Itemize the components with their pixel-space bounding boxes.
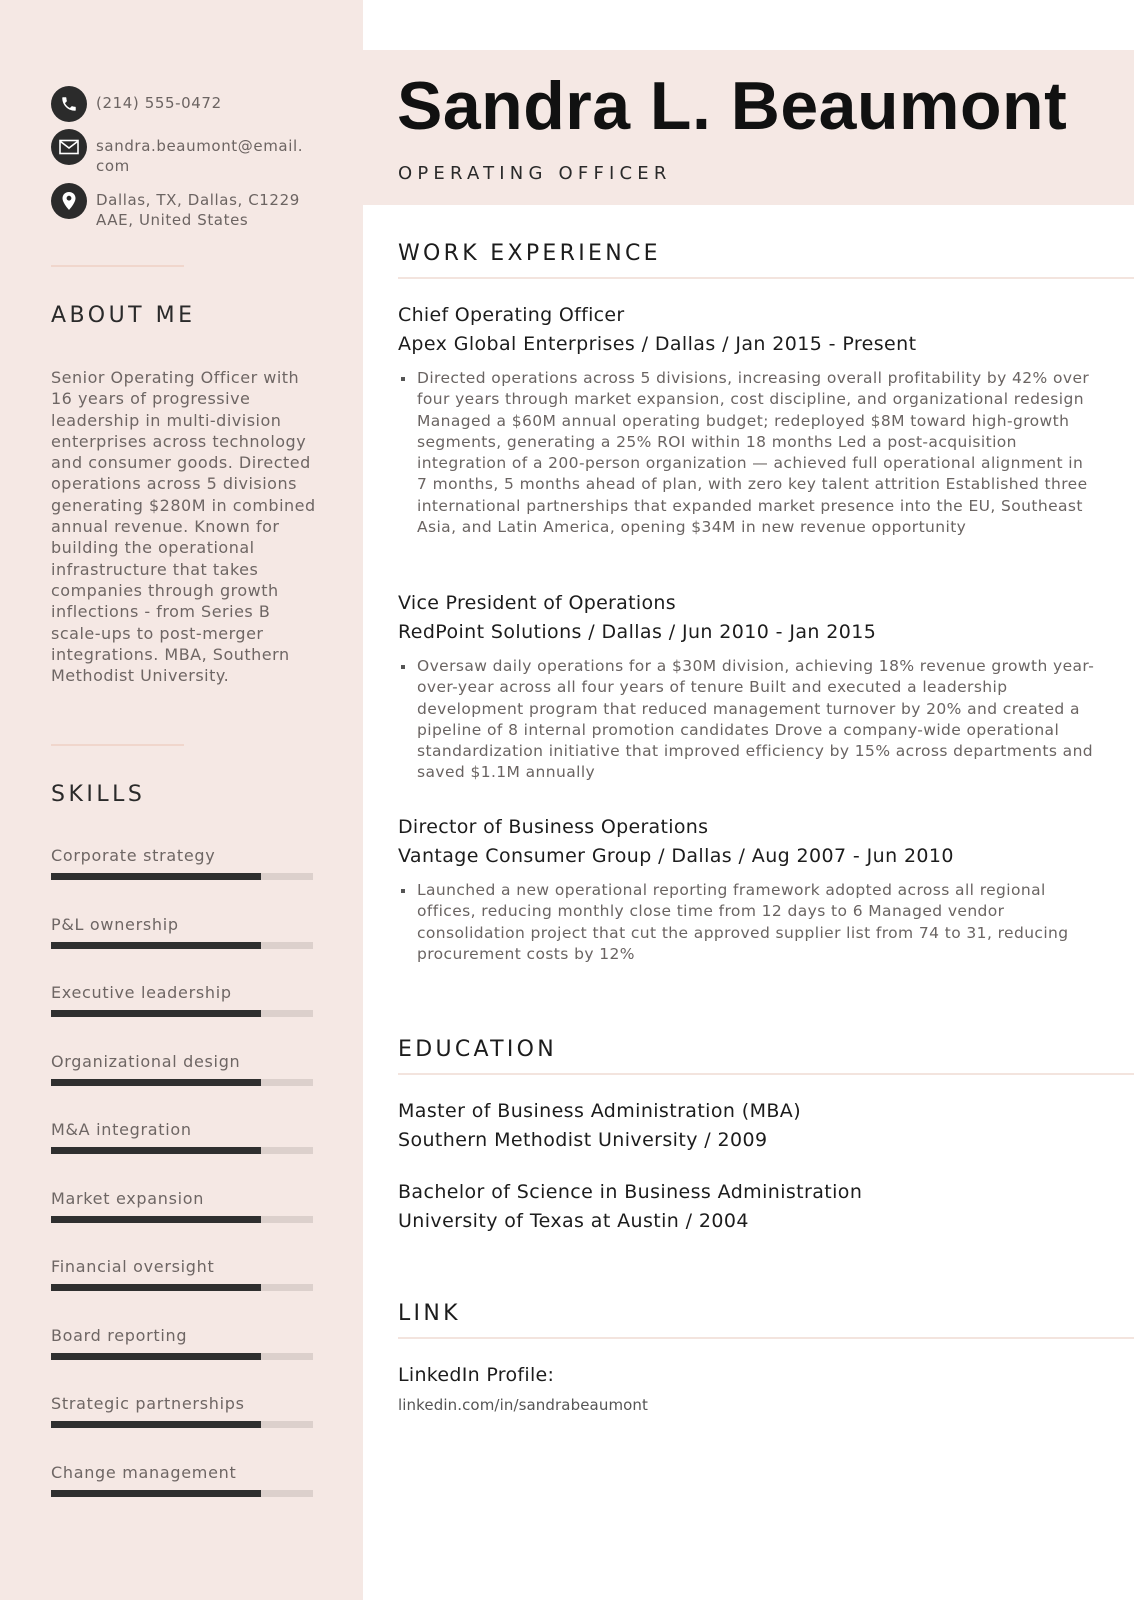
job-bullets — [398, 368, 1098, 538]
degree-name: Bachelor of Science in Business Administration — [398, 1181, 863, 1203]
skill-bar — [51, 1010, 313, 1017]
skill-bar — [51, 1147, 313, 1154]
envelope-icon — [51, 129, 87, 165]
skill-bar-fill — [51, 1079, 261, 1086]
job-meta: RedPoint Solutions / Dallas / Jun 2010 - Jan 2015 — [398, 621, 877, 643]
skill-item — [51, 1052, 313, 1072]
about-text: Senior Operating Officer with 16 years of progressive leadership in multi-division enterprises across technology and consumer goods. Directed operations across 5 divisions generating $280M in combined annual revenue. Known for building the operational infrastructure that takes companies through growth inflections - from Series B scale-ups to post-merger integrations. MBA, Southern Methodist University. — [51, 368, 316, 686]
contact-email — [51, 129, 306, 176]
skill-item — [51, 1326, 313, 1346]
skill-bar-fill — [51, 1421, 261, 1428]
skill-item — [51, 1189, 313, 1209]
section-divider — [398, 1073, 1134, 1075]
skill-bar — [51, 873, 313, 880]
education-entry — [398, 1178, 1098, 1236]
job-bullet: Launched a new operational reporting framework adopted across all regional offices, reducing monthly close time from 12 days to 6 Managed vendor consolidation project that cut the approved supplier list from 74 to 31, reducing procurement costs by 12% — [398, 880, 1098, 965]
section-divider — [398, 1337, 1134, 1339]
job-meta: Vantage Consumer Group / Dallas / Aug 2007 - Jun 2010 — [398, 845, 954, 867]
job-entry — [398, 813, 1098, 965]
skill-item — [51, 1120, 313, 1140]
phone-text: (214) 555-0472 — [96, 94, 222, 112]
skills-heading: SKILLS — [51, 782, 146, 807]
skill-bar — [51, 1216, 313, 1223]
linkedin-link[interactable]: linkedin.com/in/sandrabeaumont — [398, 1396, 649, 1414]
section-divider — [398, 277, 1134, 279]
skill-bar-fill — [51, 1490, 261, 1497]
candidate-name: Sandra L. Beaumont — [397, 68, 1068, 144]
skill-item — [51, 846, 313, 866]
skill-item — [51, 915, 313, 935]
job-entry — [398, 301, 1098, 538]
linkedin-label: LinkedIn Profile: — [398, 1364, 555, 1386]
work-experience-heading: WORK EXPERIENCE — [398, 241, 661, 266]
location-pin-icon — [51, 183, 87, 219]
location-text: Dallas, TX, Dallas, C1229AAE, United States — [96, 191, 300, 229]
skill-item — [51, 1257, 313, 1277]
skill-bar-fill — [51, 1147, 261, 1154]
skill-bar-fill — [51, 873, 261, 880]
skill-item — [51, 1463, 313, 1483]
job-bullets — [398, 880, 1098, 965]
about-heading: ABOUT ME — [51, 303, 196, 328]
contact-phone — [51, 86, 306, 122]
skill-bar-fill — [51, 1010, 261, 1017]
education-heading: EDUCATION — [398, 1037, 558, 1062]
skill-item — [51, 983, 313, 1003]
job-bullet: Directed operations across 5 divisions, increasing overall profitability by 42% over four years through market expansion, cost discipline, and organizational redesign Managed a $60M annual operating budget; redeployed $8M toward high-growth segments, generating a 25% ROI within 18 months Led a post-acquisition integration of a 200-person organization — achieved full operational alignment in 7 months, 5 months ahead of plan, with zero key talent attrition Established three international partnerships that expanded market presence into the EU, Southeast Asia, and Latin America, opening $34M in new revenue opportunity — [398, 368, 1098, 538]
contact-location — [51, 183, 306, 230]
job-bullet: Oversaw daily operations for a $30M division, achieving 18% revenue growth year-over-year across all four years of tenure Built and executed a leadership development program that reduced management turnover by 20% and created a pipeline of 8 internal promotion candidates Drove a company-wide operational standardization initiative that improved efficiency by 15% across departments and saved $1.1M annually — [398, 656, 1098, 784]
job-title: Vice President of Operations — [398, 592, 676, 614]
link-heading: LINK — [398, 1301, 461, 1326]
skill-label: M&A integration — [51, 1120, 192, 1139]
skill-bar-fill — [51, 1216, 261, 1223]
job-title: Director of Business Operations — [398, 816, 709, 838]
skill-bar — [51, 942, 313, 949]
skill-bar — [51, 1490, 313, 1497]
job-bullets — [398, 656, 1098, 784]
school-year: Southern Methodist University / 2009 — [398, 1129, 768, 1151]
skill-label: Corporate strategy — [51, 846, 216, 865]
skill-label: Market expansion — [51, 1189, 205, 1208]
skill-label: Organizational design — [51, 1052, 241, 1071]
skill-bar — [51, 1421, 313, 1428]
sidebar-divider — [51, 265, 184, 267]
sidebar-divider — [51, 744, 184, 746]
skill-bar-fill — [51, 1284, 261, 1291]
school-year: University of Texas at Austin / 2004 — [398, 1210, 749, 1232]
degree-name: Master of Business Administration (MBA) — [398, 1100, 802, 1122]
skill-bar — [51, 1284, 313, 1291]
skill-bar-fill — [51, 942, 261, 949]
skill-label: P&L ownership — [51, 915, 179, 934]
skill-label: Financial oversight — [51, 1257, 215, 1276]
job-title: Chief Operating Officer — [398, 304, 625, 326]
skill-label: Executive leadership — [51, 983, 232, 1002]
skill-item — [51, 1394, 313, 1414]
phone-icon — [51, 86, 87, 122]
job-entry — [398, 589, 1098, 784]
email-link[interactable]: sandra.beaumont@email.com — [96, 137, 304, 175]
skill-label: Change management — [51, 1463, 237, 1482]
skill-bar — [51, 1079, 313, 1086]
skill-label: Board reporting — [51, 1326, 188, 1345]
education-entry — [398, 1097, 1098, 1155]
skill-label: Strategic partnerships — [51, 1394, 245, 1413]
job-meta: Apex Global Enterprises / Dallas / Jan 2015 - Present — [398, 333, 917, 355]
skill-bar-fill — [51, 1353, 261, 1360]
job-role: OPERATING OFFICER — [398, 163, 672, 184]
skill-bar — [51, 1353, 313, 1360]
